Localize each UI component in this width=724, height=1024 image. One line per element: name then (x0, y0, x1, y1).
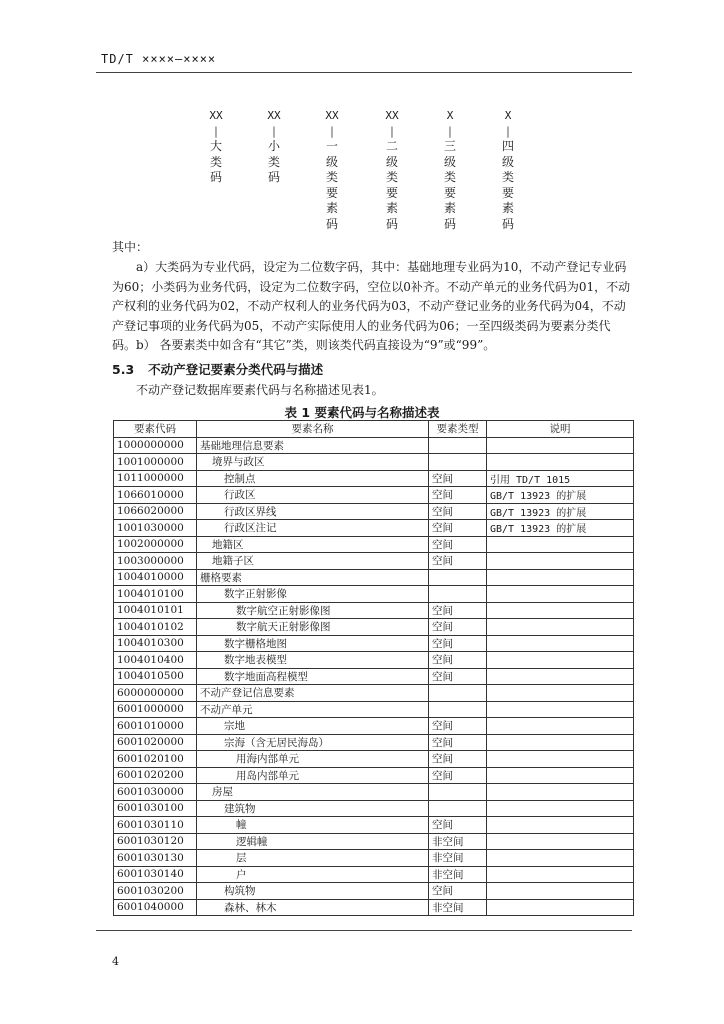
cell-type (429, 586, 487, 603)
cell-type (429, 454, 487, 471)
cell-name: 数字地面高程模型 (197, 668, 429, 685)
table-title: 表 1 要素代码与名称描述表 (284, 405, 440, 420)
cell-name: 不动产登记信息要素 (197, 685, 429, 702)
header-note: 说明 (487, 421, 634, 438)
cell-name: 控制点 (197, 470, 429, 487)
table-row (114, 487, 634, 504)
code-segment: XX (209, 109, 223, 122)
cell-code: 1000000000 (114, 437, 197, 454)
code-label-char: 素 (325, 201, 338, 215)
table-header-row (114, 421, 634, 438)
cell-note (487, 800, 634, 817)
cell-code: 6001030140 (114, 866, 197, 883)
table-row (114, 800, 634, 817)
cell-type: 空间 (429, 553, 487, 570)
cell-code: 6001010000 (114, 718, 197, 735)
cell-code: 6001030120 (114, 833, 197, 850)
cell-note (487, 734, 634, 751)
cell-name: 数字航空正射影像图 (197, 602, 429, 619)
cell-type: 空间 (429, 536, 487, 553)
cell-name: 基础地理信息要素 (197, 437, 429, 454)
cell-name: 建筑物 (197, 800, 429, 817)
code-label-char: 码 (209, 170, 222, 184)
table-row (114, 883, 634, 900)
code-segment: XX (385, 109, 399, 122)
code-segment: X (446, 109, 454, 122)
table-row (114, 536, 634, 553)
body-item-b: b） 各要素类中如含有“其它”类，则该类代码直接设为“9”或“99”。 (136, 338, 496, 352)
cell-note: GB/T 13923 的扩展 (487, 520, 634, 537)
cell-note (487, 817, 634, 834)
cell-code: 6001040000 (114, 899, 197, 916)
cell-type: 空间 (429, 751, 487, 768)
body-lead: 其中： (112, 240, 149, 254)
cell-name: 数字正射影像 (197, 586, 429, 603)
table-row (114, 586, 634, 603)
table-row (114, 503, 634, 520)
code-label-char: 级 (501, 154, 514, 169)
code-label-char: 类 (209, 154, 222, 169)
cell-name: 数字航天正射影像图 (197, 619, 429, 636)
cell-code: 6001020100 (114, 751, 197, 768)
section-title: 不动产登记要素分类代码与描述 (148, 362, 324, 377)
cell-name: 地籍子区 (197, 553, 429, 570)
cell-type: 空间 (429, 652, 487, 669)
cell-note (487, 751, 634, 768)
cell-type (429, 569, 487, 586)
cell-note: 引用 TD/T 1015 (487, 470, 634, 487)
cell-type: 空间 (429, 767, 487, 784)
cell-code: 1011000000 (114, 470, 197, 487)
code-label-char: 类 (385, 170, 398, 184)
table-row (114, 553, 634, 570)
table-row (114, 751, 634, 768)
table-row (114, 767, 634, 784)
cell-name: 森林、林木 (197, 899, 429, 916)
cell-name: 逻辑幢 (197, 833, 429, 850)
cell-note (487, 685, 634, 702)
table-row (114, 520, 634, 537)
code-label-char: 级 (325, 154, 338, 169)
cell-code: 6001030110 (114, 817, 197, 834)
cell-code: 1066020000 (114, 503, 197, 520)
cell-code: 6000000000 (114, 685, 197, 702)
table-row (114, 454, 634, 471)
footer-divider (96, 930, 632, 931)
cell-code: 1066010000 (114, 487, 197, 504)
code-segment: XX (325, 109, 339, 122)
cell-note (487, 619, 634, 636)
cell-code: 6001030000 (114, 784, 197, 801)
cell-note (487, 553, 634, 570)
cell-type: 空间 (429, 470, 487, 487)
document-id: TD/T ××××—×××× (101, 52, 217, 66)
code-label-char: 码 (267, 170, 280, 184)
code-column (493, 108, 523, 232)
cell-code: 6001030100 (114, 800, 197, 817)
cell-note (487, 883, 634, 900)
cell-note: GB/T 13923 的扩展 (487, 503, 634, 520)
table-row (114, 899, 634, 916)
cell-name: 房屋 (197, 784, 429, 801)
code-label-char: 要 (325, 185, 338, 200)
cell-code: 1004010100 (114, 586, 197, 603)
cell-note (487, 586, 634, 603)
cell-name: 层 (197, 850, 429, 867)
cell-type: 空间 (429, 668, 487, 685)
code-label-char: 大 (209, 139, 222, 153)
code-column (377, 108, 407, 232)
cell-name: 数字地表模型 (197, 652, 429, 669)
page-number: 4 (112, 955, 119, 968)
cell-note (487, 569, 634, 586)
cell-note (487, 668, 634, 685)
table-row (114, 784, 634, 801)
element-code-table (113, 420, 634, 916)
code-segment: X (504, 109, 512, 122)
section-intro: 不动产登记数据库要素代码与名称描述见表1。 (136, 383, 384, 397)
code-label-char: 码 (385, 216, 398, 231)
cell-type: 空间 (429, 487, 487, 504)
header-code: 要素代码 (114, 421, 197, 438)
code-label-char: 级 (443, 154, 456, 169)
code-column (201, 108, 231, 186)
code-label-char: 素 (385, 201, 398, 215)
cell-note (487, 866, 634, 883)
cell-code: 1003000000 (114, 553, 197, 570)
table-row (114, 817, 634, 834)
section-number: 5.3 (112, 362, 135, 377)
cell-code: 1004010500 (114, 668, 197, 685)
cell-name: 宗地 (197, 718, 429, 735)
cell-type (429, 437, 487, 454)
code-connector: | (390, 124, 394, 138)
code-label-char: 小 (267, 139, 280, 153)
section-heading (112, 360, 323, 378)
code-label-char: 码 (501, 216, 514, 231)
header-divider (96, 72, 632, 73)
table-row (114, 619, 634, 636)
cell-code: 1002000000 (114, 536, 197, 553)
code-connector: | (214, 124, 218, 138)
table-row (114, 866, 634, 883)
cell-code: 1004010400 (114, 652, 197, 669)
table-row (114, 652, 634, 669)
code-connector: | (272, 124, 276, 138)
cell-code: 1001000000 (114, 454, 197, 471)
cell-name: 用岛内部单元 (197, 767, 429, 784)
code-label-char: 要 (501, 185, 514, 200)
cell-type (429, 784, 487, 801)
cell-note (487, 833, 634, 850)
cell-type (429, 701, 487, 718)
cell-name: 行政区 (197, 487, 429, 504)
cell-name: 户 (197, 866, 429, 883)
cell-type: 空间 (429, 520, 487, 537)
cell-name: 数字栅格地图 (197, 635, 429, 652)
table-row (114, 668, 634, 685)
table-row (114, 701, 634, 718)
cell-note: GB/T 13923 的扩展 (487, 487, 634, 504)
cell-note (487, 784, 634, 801)
cell-code: 6001000000 (114, 701, 197, 718)
table-row (114, 718, 634, 735)
cell-code: 1004010102 (114, 619, 197, 636)
table-body (114, 437, 634, 916)
cell-name: 不动产单元 (197, 701, 429, 718)
cell-code: 1004010300 (114, 635, 197, 652)
cell-note (487, 899, 634, 916)
cell-note (487, 652, 634, 669)
table-row (114, 833, 634, 850)
table-row (114, 635, 634, 652)
cell-note (487, 767, 634, 784)
cell-name: 构筑物 (197, 883, 429, 900)
code-label-char: 码 (443, 216, 456, 231)
cell-type: 空间 (429, 883, 487, 900)
table-row (114, 569, 634, 586)
code-column (435, 108, 465, 232)
code-label-char: 四 (501, 139, 514, 153)
cell-code: 1001030000 (114, 520, 197, 537)
code-connector: | (448, 124, 452, 138)
code-column (259, 108, 289, 186)
cell-name: 宗海（含无居民海岛） (197, 734, 429, 751)
cell-name: 幢 (197, 817, 429, 834)
cell-type: 空间 (429, 718, 487, 735)
cell-code: 6001030200 (114, 883, 197, 900)
code-connector: | (506, 124, 510, 138)
cell-code: 1004010000 (114, 569, 197, 586)
cell-type: 非空间 (429, 899, 487, 916)
cell-name: 地籍区 (197, 536, 429, 553)
code-label-char: 一 (325, 139, 338, 153)
table-row (114, 734, 634, 751)
cell-note (487, 635, 634, 652)
code-label-char: 三 (443, 139, 456, 153)
cell-type: 非空间 (429, 833, 487, 850)
cell-type: 非空间 (429, 866, 487, 883)
cell-type: 空间 (429, 817, 487, 834)
table-row (114, 470, 634, 487)
code-label-char: 二 (385, 139, 398, 153)
body-item-a: a）大类码为专业代码，设定为二位数字码，其中：基础地理专业码为10，不动产登记专业码为60；小类码为业务代码，设定为二位数字码，空位以0补齐。不动产单元的业务代码为01，不动产权利的业务代码为02，不动产权利人的业务代码为03，不动产登记业务的业务代码为04，不动产登记事项的业务代码为05，不动产实际使用人的业务代码为06；一至四级类码为要素分类代码。 (112, 260, 631, 352)
cell-name: 栅格要素 (197, 569, 429, 586)
code-connector: | (330, 124, 334, 138)
cell-type: 空间 (429, 635, 487, 652)
cell-name: 境界与政区 (197, 454, 429, 471)
cell-code: 6001020000 (114, 734, 197, 751)
cell-type (429, 800, 487, 817)
code-segment: XX (267, 109, 281, 122)
code-label-char: 要 (385, 185, 398, 200)
cell-note (487, 701, 634, 718)
table-row (114, 685, 634, 702)
cell-note (487, 437, 634, 454)
cell-note (487, 718, 634, 735)
code-label-char: 码 (325, 216, 338, 231)
code-label-char: 级 (385, 154, 398, 169)
cell-name: 用海内部单元 (197, 751, 429, 768)
table-row (114, 602, 634, 619)
header-name: 要素名称 (197, 421, 429, 438)
cell-name: 行政区界线 (197, 503, 429, 520)
code-column (317, 108, 347, 232)
cell-name: 行政区注记 (197, 520, 429, 537)
header-type: 要素类型 (429, 421, 487, 438)
code-label-char: 素 (501, 201, 514, 215)
cell-type: 空间 (429, 734, 487, 751)
code-label-char: 类 (443, 170, 456, 184)
cell-note (487, 454, 634, 471)
code-label-char: 要 (443, 185, 456, 200)
cell-note (487, 850, 634, 867)
code-label-char: 类 (267, 154, 280, 169)
code-structure-diagram (0, 108, 724, 238)
cell-code: 1004010101 (114, 602, 197, 619)
table-row (114, 437, 634, 454)
code-label-char: 类 (325, 170, 338, 184)
cell-note (487, 602, 634, 619)
cell-type: 空间 (429, 602, 487, 619)
code-label-char: 类 (501, 170, 514, 184)
cell-code: 6001030130 (114, 850, 197, 867)
code-label-char: 素 (443, 201, 456, 215)
cell-code: 6001020200 (114, 767, 197, 784)
cell-type: 空间 (429, 503, 487, 520)
cell-type: 非空间 (429, 850, 487, 867)
cell-note (487, 536, 634, 553)
table-row (114, 850, 634, 867)
cell-type: 空间 (429, 619, 487, 636)
cell-type (429, 685, 487, 702)
